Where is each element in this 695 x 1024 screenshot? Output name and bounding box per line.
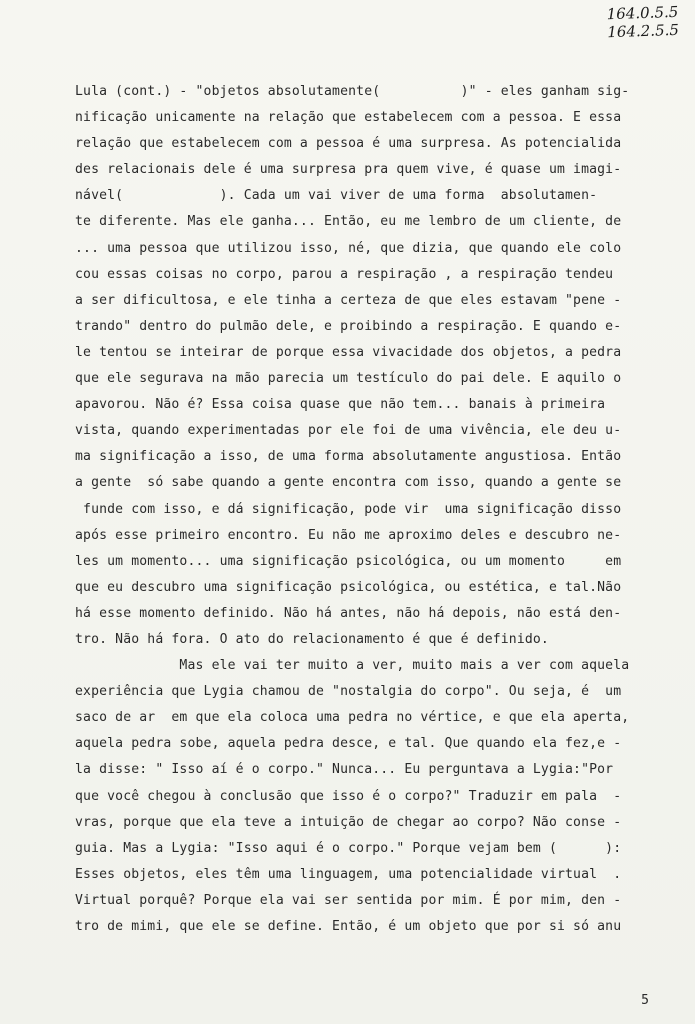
- text-line: que eu descubro uma significação psicológica, ou estética, e tal.Não: [75, 579, 622, 595]
- text-line: Esses objetos, eles têm uma linguagem, uma potencialidade virtual .: [75, 866, 622, 882]
- text-line: que ele segurava na mão parecia um testículo do pai dele. E aquilo o: [75, 371, 622, 387]
- text-line: aquela pedra sobe, aquela pedra desce, e tal. Que quando ela fez,e -: [75, 736, 622, 752]
- text-line: nificação unicamente na relação que estabelecem com a pessoa. E essa: [75, 110, 622, 126]
- text-line: vras, porque que ela teve a intuição de chegar ao corpo? Não conse -: [75, 814, 622, 830]
- text-line: apavorou. Não é? Essa coisa quase que não tem... banais à primeira: [75, 397, 606, 413]
- text-line: ma significação a isso, de uma forma absolutamente angustiosa. Então: [75, 449, 622, 465]
- text-line: te diferente. Mas ele ganha... Então, eu me lembro de um cliente, de: [75, 214, 622, 230]
- text-line: les um momento... uma significação psicológica, ou um momento em: [75, 553, 622, 569]
- text-line: tro. Não há fora. O ato do relacionamento é que é definido.: [75, 631, 549, 647]
- text-line: saco de ar em que ela coloca uma pedra no vértice, e que ela aperta,: [75, 710, 630, 726]
- text-line: experiência que Lygia chamou de "nostalgia do corpo". Ou seja, é um: [75, 684, 622, 700]
- transcript-body: [75, 79, 645, 940]
- annotation-line-2: 164.2.5.5: [607, 20, 680, 42]
- text-line: des relacionais dele é uma surpresa pra quem vive, é quase um imagi-: [75, 162, 622, 178]
- text-line: cou essas coisas no corpo, parou a respiração , a respiração tendeu: [75, 266, 614, 282]
- text-line: le tentou se inteirar de porque essa vivacidade dos objetos, a pedra: [75, 344, 622, 360]
- text-line: ... uma pessoa que utilizou isso, né, que dizia, que quando ele colo: [75, 240, 622, 256]
- text-line: trando" dentro do pulmão dele, e proibindo a respiração. E quando e-: [75, 318, 622, 334]
- text-line: Lula (cont.) - "objetos absolutamente( )" - eles ganham sig-: [75, 84, 630, 99]
- text-line: a ser dificultosa, e ele tinha a certeza de que eles estavam "pene -: [75, 292, 622, 308]
- text-line: após esse primeiro encontro. Eu não me aproximo deles e descubro ne-: [75, 527, 622, 543]
- text-line: tro de mimi, que ele se define. Então, é um objeto que por si só anu: [75, 919, 622, 934]
- text-line: funde com isso, e dá significação, pode vir uma significação disso: [75, 501, 622, 517]
- text-line: Virtual porquê? Porque ela vai ser sentida por mim. É por mim, den -: [75, 892, 622, 908]
- text-line: Mas ele vai ter muito a ver, muito mais a ver com aquela: [75, 658, 630, 674]
- text-line: a gente só sabe quando a gente encontra com isso, quando a gente se: [75, 475, 622, 491]
- text-line: relação que estabelecem com a pessoa é uma surpresa. As potencialida: [75, 136, 622, 152]
- text-line: guia. Mas a Lygia: "Isso aqui é o corpo." Porque vejam bem ( ):: [75, 840, 622, 856]
- handwritten-annotation: [607, 3, 680, 41]
- annotation-line-1: 164.0.5.5: [606, 2, 679, 24]
- text-line: que você chegou à conclusão que isso é o corpo?" Traduzir em pala -: [75, 788, 622, 804]
- page-number: 5: [641, 993, 649, 1008]
- text-line: vista, quando experimentadas por ele foi de uma vivência, ele deu u-: [75, 423, 622, 439]
- text-line: há esse momento definido. Não há antes, não há depois, não está den-: [75, 605, 622, 621]
- text-line: nável( ). Cada um vai viver de uma forma absolutamen-: [75, 188, 598, 204]
- text-line: la disse: " Isso aí é o corpo." Nunca... Eu perguntava a Lygia:"Por: [75, 762, 614, 778]
